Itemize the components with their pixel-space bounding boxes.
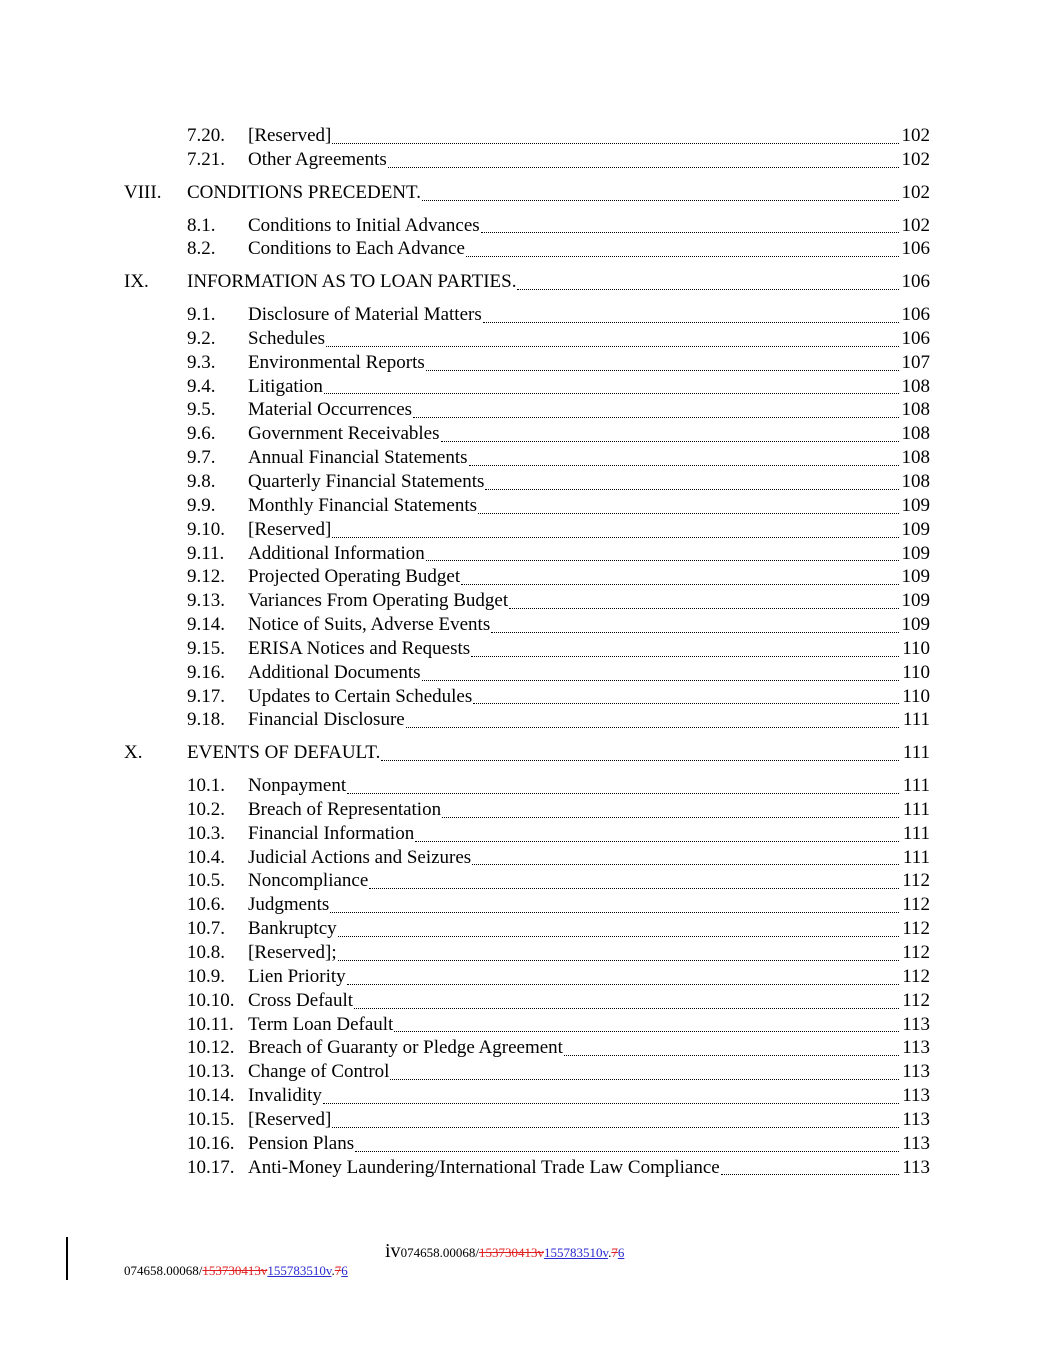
toc-number: 10.15. [187,1108,235,1130]
toc-number: 10.11. [187,1013,234,1035]
toc-title-leader [248,124,900,148]
toc-number: 9.7. [187,447,216,469]
toc-section-row[interactable] [0,1108,1055,1132]
toc-number: 9.17. [187,685,225,707]
toc-number: 10.7. [187,918,225,940]
toc-section-row[interactable] [0,965,1055,989]
toc-section-row[interactable] [0,470,1055,494]
dot-leader [471,656,899,657]
toc-number: 9.10. [187,518,225,540]
toc-title-leader [248,774,900,798]
toc-page-number: 108 [901,399,930,421]
toc-number: 7.21. [187,148,225,170]
toc-page-number: 112 [902,989,930,1011]
toc-title: Conditions to Each Advance [248,238,465,260]
toc-title-leader [248,685,900,709]
toc-title-leader [248,1132,900,1156]
toc-title-leader [187,741,900,765]
toc-title-leader [248,613,900,637]
toc-title: Nonpayment [248,775,347,797]
dot-leader [413,417,899,418]
toc-title-leader [248,1013,900,1037]
toc-page-number: 109 [901,566,930,588]
toc-title: Variances From Operating Budget [248,590,509,612]
toc-title-leader [248,965,900,989]
toc-article-row[interactable] [0,741,1055,765]
dot-leader [415,841,899,842]
toc-section-row[interactable] [0,303,1055,327]
dot-leader [369,888,899,889]
toc-number: 10.14. [187,1085,235,1107]
toc-title: Cross Default [248,989,354,1011]
change-bar [66,1237,68,1280]
toc-section-row[interactable] [0,542,1055,566]
toc-section-row[interactable] [0,989,1055,1013]
dot-leader [466,256,899,257]
toc-title-leader [248,470,900,494]
toc-title: Updates to Certain Schedules [248,685,473,707]
doc-id-prefix: 074658.00068/ [400,1245,479,1260]
toc-number: 9.15. [187,637,225,659]
toc-number: 9.18. [187,709,225,731]
toc-section-row[interactable] [0,124,1055,148]
toc-title: Anti-Money Laundering/International Trade Law Compliance [248,1156,720,1178]
toc-title: EVENTS OF DEFAULT. [187,742,381,764]
toc-title: Noncompliance [248,870,369,892]
toc-number: 10.2. [187,798,225,820]
toc-title-leader [187,270,900,294]
toc-title: ERISA Notices and Requests [248,637,471,659]
toc-page-number: 106 [901,271,930,293]
toc-section-row[interactable] [0,661,1055,685]
toc-number: 10.6. [187,894,225,916]
toc-number: 10.16. [187,1132,235,1154]
toc-section-row[interactable] [0,846,1055,870]
toc-number: 9.11. [187,542,225,564]
toc-number: 9.13. [187,590,225,612]
toc-number: 9.4. [187,375,216,397]
toc-title: Term Loan Default [248,1013,394,1035]
toc-section-row[interactable] [0,774,1055,798]
dot-leader [406,727,899,728]
dot-leader [491,632,899,633]
toc-section-row[interactable] [0,327,1055,351]
toc-page-number: 108 [901,470,930,492]
toc-section-row[interactable] [0,148,1055,172]
toc-title-leader [248,917,900,941]
dot-leader [347,984,899,985]
doc-id-prefix: 074658.00068/ [124,1263,203,1278]
toc-title-leader [248,869,900,893]
toc-page-number: 111 [902,798,930,820]
toc-page-number: 112 [902,965,930,987]
toc-page-number: 109 [901,494,930,516]
toc-title: Judgments [248,894,330,916]
toc-page-number: 110 [902,637,930,659]
dot-leader [394,1031,899,1032]
dot-leader [338,960,899,961]
toc-title: Breach of Representation [248,798,442,820]
toc-number: 9.12. [187,566,225,588]
toc-number: 7.20. [187,125,225,146]
dot-leader [355,1151,899,1152]
toc-number: 10.5. [187,870,225,892]
doc-version-inserted: 6 [617,1245,625,1260]
toc-title: Quarterly Financial Statements [248,470,485,492]
toc-title: Projected Operating Budget [248,566,461,588]
dot-leader [483,322,899,323]
toc-title-leader [248,798,900,822]
toc-title-leader [248,589,900,613]
dot-leader [347,793,899,794]
toc-page-number: 112 [902,918,930,940]
toc-title-leader [248,1084,900,1108]
toc-page-number: 110 [902,661,930,683]
toc-title-leader [248,494,900,518]
toc-title: Conditions to Initial Advances [248,214,480,236]
dot-leader [388,167,899,168]
toc-title-leader [248,893,900,917]
toc-title-leader [248,327,900,351]
toc-section-row[interactable] [0,518,1055,542]
toc-title: Invalidity [248,1085,322,1107]
dot-leader [485,489,899,490]
dot-leader [461,584,899,585]
toc-page-number: 112 [902,870,930,892]
toc-title-leader [248,518,900,542]
doc-version-deleted: 7 [334,1263,342,1278]
toc-section-row[interactable] [0,398,1055,422]
toc-section-row[interactable] [0,613,1055,637]
dot-leader [517,289,899,290]
doc-id-separator: . [608,1245,612,1260]
toc-page-number: 107 [901,351,930,373]
toc-title: Financial Information [248,822,415,844]
toc-title: Environmental Reports [248,351,425,373]
toc-section-row[interactable] [0,375,1055,399]
toc-title-leader [248,1156,900,1180]
dot-leader [332,1127,899,1128]
toc-section-row[interactable] [0,708,1055,732]
toc-page-number: 113 [902,1013,930,1035]
toc-title: Judicial Actions and Seizures [248,846,472,868]
toc-title-leader [248,941,900,965]
toc-title-leader [248,565,900,589]
footer-page-number [385,1240,624,1263]
toc-title: [Reserved] [248,125,332,146]
toc-section-row[interactable] [0,822,1055,846]
toc-section-row[interactable] [0,494,1055,518]
toc-page-number: 113 [902,1156,930,1178]
dot-leader [509,608,899,609]
toc-page-number: 111 [902,775,930,797]
doc-id-separator: . [331,1263,335,1278]
toc-title: Lien Priority [248,965,346,987]
table-of-contents [0,124,1055,1179]
toc-title-leader [248,542,900,566]
toc-page-number: 113 [902,1037,930,1059]
toc-page-number: 109 [901,518,930,540]
dot-leader [381,760,899,761]
toc-number: 9.5. [187,399,216,421]
toc-article-row[interactable] [0,181,1055,205]
toc-number: 10.1. [187,775,225,797]
dot-leader [323,1103,899,1104]
toc-section-row[interactable] [0,422,1055,446]
toc-page-number: 111 [902,846,930,868]
doc-id-inserted: 155783510v [267,1263,332,1278]
dot-leader [564,1055,899,1056]
toc-number: 10.17. [187,1156,235,1178]
dot-leader [390,1079,899,1080]
toc-section-row[interactable] [0,589,1055,613]
toc-title: Pension Plans [248,1132,355,1154]
toc-title: INFORMATION AS TO LOAN PARTIES. [187,271,517,293]
toc-section-row[interactable] [0,237,1055,261]
toc-section-row[interactable] [0,685,1055,709]
toc-title: Disclosure of Material Matters [248,304,482,326]
doc-version-inserted: 6 [341,1263,348,1278]
dot-leader [332,143,899,144]
toc-title: Annual Financial Statements [248,447,468,469]
toc-page-number: 109 [901,614,930,636]
dot-leader [422,680,899,681]
toc-title-leader [248,708,900,732]
doc-version-deleted: 7 [611,1245,618,1260]
toc-title-leader [248,303,900,327]
toc-page-number: 113 [902,1085,930,1107]
toc-title-leader [248,375,900,399]
toc-page-number: 113 [902,1132,930,1154]
toc-section-row[interactable] [0,917,1055,941]
toc-title: Additional Documents [248,661,421,683]
doc-id-deleted: 153730413v [478,1245,544,1260]
toc-section-row[interactable] [0,941,1055,965]
dot-leader [338,936,899,937]
dot-leader [442,817,899,818]
toc-title: Breach of Guaranty or Pledge Agreement [248,1037,563,1059]
toc-title: Litigation [248,375,323,397]
toc-section-row[interactable] [0,637,1055,661]
toc-page-number: 102 [901,125,930,146]
toc-title: [Reserved] [248,1108,332,1130]
dot-leader [469,465,899,466]
toc-page-number: 108 [901,447,930,469]
toc-number: 8.1. [187,214,216,236]
toc-number: 10.8. [187,942,225,963]
dot-leader [324,393,899,394]
toc-title: Change of Control [248,1061,390,1083]
toc-section-row[interactable] [0,1084,1055,1108]
dot-leader [478,513,899,514]
toc-page-number: 111 [902,742,930,764]
toc-number: 10.13. [187,1061,235,1083]
toc-page-number: 102 [901,148,930,170]
toc-page-number: 108 [901,423,930,445]
toc-page-number: 106 [901,304,930,326]
toc-title-leader [248,846,900,870]
toc-page-number: 102 [901,181,930,203]
dot-leader [481,232,899,233]
toc-page-number: 110 [902,685,930,707]
toc-page-number: 109 [901,542,930,564]
toc-title-leader [248,351,900,375]
dot-leader [326,346,899,347]
toc-page-number: 102 [901,214,930,236]
toc-page-number: 113 [902,1108,930,1130]
toc-title: [Reserved] [248,518,332,540]
toc-title: Notice of Suits, Adverse Events [248,614,491,636]
toc-number: 9.3. [187,351,216,373]
toc-title-leader [248,148,900,172]
toc-title: Government Receivables [248,423,440,445]
dot-leader [441,441,899,442]
toc-number: 10.10. [187,989,235,1011]
toc-title-leader [248,1108,900,1132]
toc-page-number: 108 [901,375,930,397]
toc-title-leader [248,637,900,661]
toc-number: 9.2. [187,327,216,349]
dot-leader [426,560,899,561]
toc-page-number: 111 [902,822,930,844]
toc-title: CONDITIONS PRECEDENT. [187,181,421,203]
toc-section-row[interactable] [0,351,1055,375]
toc-section-row[interactable] [0,1036,1055,1060]
toc-number: IX. [124,271,149,293]
toc-section-row[interactable] [0,1132,1055,1156]
toc-section-row[interactable] [0,1013,1055,1037]
toc-section-row[interactable] [0,565,1055,589]
toc-title-leader [248,661,900,685]
toc-number: X. [124,742,143,764]
toc-title-leader [248,398,900,422]
toc-section-row[interactable] [0,893,1055,917]
toc-page-number: 111 [902,709,930,731]
toc-number: 10.4. [187,846,225,868]
toc-title: Material Occurrences [248,399,413,421]
doc-id-deleted: 153730413v [202,1263,268,1278]
toc-number: 9.14. [187,614,225,636]
toc-number: 10.9. [187,965,225,987]
toc-article-row[interactable] [0,270,1055,294]
toc-page-number: 112 [902,894,930,916]
toc-number: 9.9. [187,494,216,516]
toc-title-leader [248,214,900,238]
toc-section-row[interactable] [0,798,1055,822]
toc-title-leader [248,1036,900,1060]
toc-page-number: 109 [901,590,930,612]
toc-number: 10.12. [187,1037,235,1059]
toc-title-leader [248,1060,900,1084]
footer-doc-id [124,1263,348,1279]
doc-id-inserted: 155783510v [543,1245,609,1260]
toc-number: 9.16. [187,661,225,683]
toc-section-row[interactable] [0,869,1055,893]
dot-leader [426,370,899,371]
dot-leader [472,864,899,865]
toc-number: 9.8. [187,470,216,492]
toc-number: VIII. [124,181,162,203]
toc-title-leader [248,237,900,261]
toc-section-row[interactable] [0,1156,1055,1180]
toc-title-leader [248,422,900,446]
toc-title: Monthly Financial Statements [248,494,478,516]
toc-number: 9.1. [187,304,216,326]
toc-title-leader [248,989,900,1013]
page-number-roman: iv [385,1240,401,1262]
toc-section-row[interactable] [0,1060,1055,1084]
dot-leader [354,1008,899,1009]
toc-number: 9.6. [187,423,216,445]
dot-leader [473,703,899,704]
toc-page-number: 106 [901,327,930,349]
toc-title-leader [187,181,900,205]
toc-title: Other Agreements [248,148,387,170]
toc-title: [Reserved]; [248,942,337,963]
toc-title-leader [248,446,900,470]
toc-title-leader [248,822,900,846]
toc-section-row[interactable] [0,446,1055,470]
toc-title: Financial Disclosure [248,709,405,731]
toc-page-number: 112 [902,942,930,963]
dot-leader [332,537,899,538]
toc-number: 10.3. [187,822,225,844]
dot-leader [422,200,899,201]
dot-leader [721,1174,899,1175]
toc-section-row[interactable] [0,214,1055,238]
dot-leader [330,912,899,913]
toc-title: Bankruptcy [248,918,337,940]
toc-title: Additional Information [248,542,425,564]
toc-page-number: 113 [902,1061,930,1083]
toc-number: 8.2. [187,238,216,260]
toc-page-number: 106 [901,238,930,260]
toc-title: Schedules [248,327,326,349]
